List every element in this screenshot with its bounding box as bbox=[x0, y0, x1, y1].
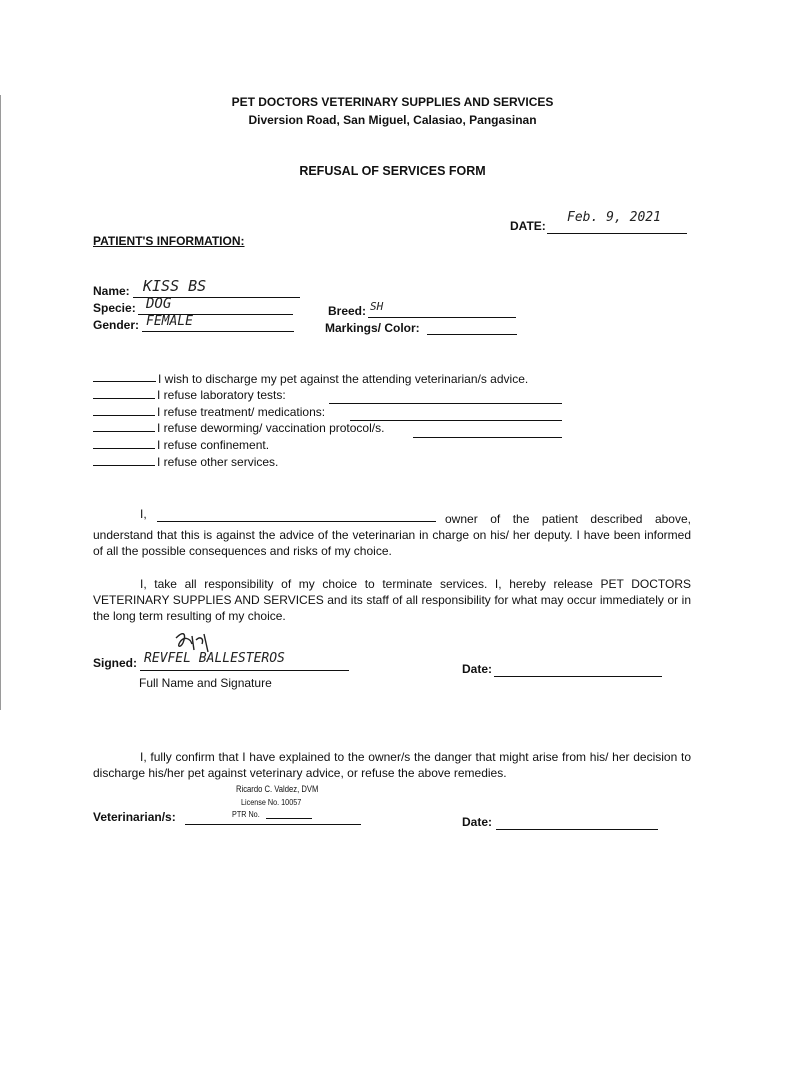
company-address: Diversion Road, San Miguel, Calasiao, Pangasinan bbox=[248, 113, 537, 127]
vet-date-label: Date: bbox=[462, 815, 493, 829]
date-label: DATE: bbox=[510, 219, 546, 233]
stamp-ptr: PTR No. bbox=[232, 809, 260, 819]
option-deworming: I refuse deworming/ vaccination protocol/s. bbox=[157, 421, 385, 435]
option-line bbox=[93, 431, 155, 432]
owner-prefix: I, bbox=[140, 507, 147, 521]
date-line bbox=[547, 233, 687, 234]
breed-label: Breed: bbox=[328, 304, 367, 318]
vet-label: Veterinarian/s: bbox=[93, 810, 176, 824]
name-label: Name: bbox=[93, 284, 130, 298]
vet-line bbox=[185, 824, 361, 825]
signed-line bbox=[140, 670, 349, 671]
option-line bbox=[93, 465, 155, 466]
markings-line bbox=[427, 334, 517, 335]
option-treatment: I refuse treatment/ medications: bbox=[157, 405, 326, 419]
option-line bbox=[93, 381, 156, 382]
name-value: KISS BS bbox=[143, 277, 207, 295]
scan-edge bbox=[0, 95, 1, 710]
owner-statement: understand that this is against the advice of the veterinarian in charge on his/ her deputy. I have been informed of all the possible consequences and risks of my choice. bbox=[93, 528, 691, 558]
gender-value: FEMALE bbox=[146, 314, 193, 329]
owner-name-line bbox=[157, 521, 436, 522]
breed-line bbox=[368, 317, 516, 318]
specie-label: Specie: bbox=[93, 301, 136, 315]
ptr-line bbox=[266, 818, 312, 819]
gender-line bbox=[142, 331, 294, 332]
signed-value: REVFEL BALLESTEROS bbox=[144, 651, 285, 666]
stamp-name: Ricardo C. Valdez, DVM bbox=[236, 784, 319, 794]
deworming-line bbox=[413, 437, 562, 438]
vet-confirmation: I, fully confirm that I have explained to the owner/s the danger that might arise from his/ her decision to discharge his/her pet against veterinary advice, or refuse the above remedies. bbox=[93, 750, 691, 780]
option-line bbox=[93, 448, 155, 449]
responsibility-statement: I, take all responsibility of my choice to terminate services. I, hereby release PET DOCTORS VETERINARY SUPPLIES AND SERVICES and its staff of all responsibility for what may occur immediately or in the long term resulting of my choice. bbox=[93, 577, 691, 623]
gender-label: Gender: bbox=[93, 318, 140, 332]
markings-label: Markings/ Color: bbox=[325, 321, 420, 335]
option-confinement: I refuse confinement. bbox=[157, 438, 270, 452]
signed-date-line bbox=[494, 676, 662, 677]
stamp-license: License No. 10057 bbox=[241, 797, 302, 807]
form-title: REFUSAL OF SERVICES FORM bbox=[299, 164, 486, 178]
patient-section-title: PATIENT'S INFORMATION: bbox=[93, 234, 245, 248]
signature-caption: Full Name and Signature bbox=[139, 676, 272, 690]
option-line bbox=[93, 415, 155, 416]
specie-value: DOG bbox=[146, 296, 172, 312]
option-other: I refuse other services. bbox=[157, 455, 279, 469]
option-line bbox=[93, 398, 155, 399]
option-lab-tests: I refuse laboratory tests: bbox=[157, 388, 286, 402]
signed-date-label: Date: bbox=[462, 662, 493, 676]
breed-value: SH bbox=[370, 300, 384, 313]
signed-label: Signed: bbox=[93, 656, 137, 670]
vet-date-line bbox=[496, 829, 658, 830]
date-value: Feb. 9, 2021 bbox=[567, 210, 661, 225]
owner-suffix: owner of the patient described above, bbox=[445, 512, 691, 526]
lab-tests-line bbox=[329, 403, 562, 404]
company-name: PET DOCTORS VETERINARY SUPPLIES AND SERVICES bbox=[231, 95, 554, 109]
option-discharge: I wish to discharge my pet against the attending veterinarian/s advice. bbox=[158, 372, 529, 386]
